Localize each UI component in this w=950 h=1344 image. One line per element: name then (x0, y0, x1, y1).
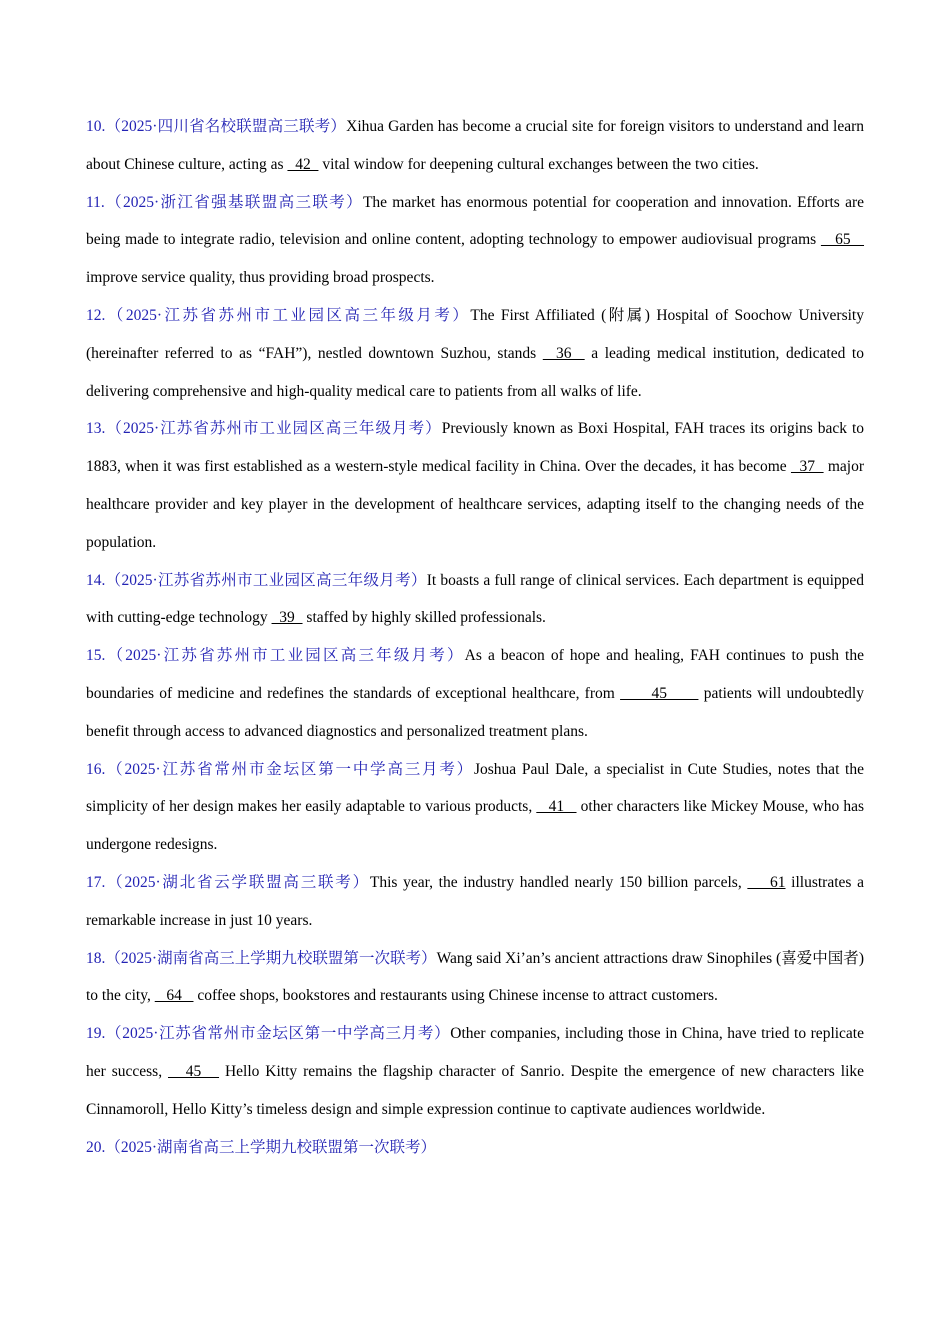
question-source: 11.（2025·浙江省强基联盟高三联考） (86, 193, 363, 211)
question-20 (86, 1129, 864, 1167)
question-13 (86, 410, 864, 561)
question-source: 20.（2025·湖南省高三上学期九校联盟第一次联考） (86, 1138, 437, 1156)
question-text-after: other characters like Mickey Mouse, who has undergone redesigns. (86, 798, 864, 854)
question-text-after: coffee shops, bookstores and restaurants using Chinese incense to attract customers. (193, 987, 718, 1005)
question-text-before: It boasts a full range of clinical services. Each department is equipped with cutting-edge technology (86, 571, 865, 627)
question-text-before: As a beacon of hope and healing, FAH continues to push the boundaries of medicine and redefines the standards of exceptional healthcare, from (86, 647, 864, 702)
question-text-before: Other companies, including those in China, have tried to replicate her success, (86, 1025, 864, 1080)
question-10 (86, 108, 864, 184)
question-11 (86, 184, 864, 297)
question-text-after: improve service quality, thus providing broad prospects. (86, 269, 435, 287)
question-16 (86, 751, 864, 864)
answer-blank: 39 (271, 609, 303, 627)
question-text-after: staffed by highly skilled professionals. (302, 609, 546, 627)
question-source: 14.（2025·江苏省苏州市工业园区高三年级月考） (86, 571, 427, 589)
question-source: 15.（2025·江苏省苏州市工业园区高三年级月考） (86, 647, 465, 665)
question-text-before: The market has enormous potential for cooperation and innovation. Efforts are being made to integrate radio, television and online content, adopting technology to empower audiovisual programs (86, 193, 864, 249)
question-15 (86, 637, 864, 750)
question-source: 17.（2025·湖北省云学联盟高三联考） (86, 873, 370, 891)
question-text-before: This year, the industry handled nearly 150 billion parcels, (369, 873, 748, 891)
answer-blank: 37 (790, 458, 824, 476)
answer-blank: 64 (154, 987, 194, 1005)
question-text-after: vital window for deepening cultural exchanges between the two cities. (318, 155, 759, 173)
question-text-after: illustrates a remarkable increase in just 10 years. (86, 873, 864, 929)
answer-blank: 41 (536, 798, 577, 816)
question-source: 18.（2025·湖南省高三上学期九校联盟第一次联考） (86, 949, 437, 967)
question-text-after: Hello Kitty remains the flagship character of Sanrio. Despite the emergence of new characters like Cinnamoroll, Hello Kitty’s timeless design and simple expression continue to captivate audiences worldwide. (86, 1062, 865, 1118)
question-source: 19.（2025·江苏省常州市金坛区第一中学高三月考） (86, 1025, 451, 1043)
question-17 (86, 864, 864, 940)
answer-blank: 45 (620, 684, 699, 702)
question-text-after: a leading medical institution, dedicated to delivering comprehensive and high-quality medical care to patients from all walks of life. (86, 344, 864, 400)
question-text-before: The First Affiliated (附属) Hospital of Soochow University (hereinafter referred to as “FAH”), nestled downtown Suzhou, stands (86, 306, 864, 362)
answer-blank: 61 (747, 873, 786, 891)
question-19 (86, 1015, 864, 1128)
document-page (86, 108, 864, 1166)
question-14 (86, 562, 864, 638)
answer-blank: 36 (542, 344, 585, 362)
question-source: 16.（2025·江苏省常州市金坛区第一中学高三月考） (86, 760, 474, 778)
question-text-after: patients will undoubtedly benefit through access to advanced diagnostics and personalized treatment plans. (86, 684, 864, 740)
question-text-after: major healthcare provider and key player in the development of healthcare services, adapting itself to the changing needs of the population. (86, 458, 865, 551)
question-12 (86, 297, 864, 410)
question-source: 12.（2025·江苏省苏州市工业园区高三年级月考） (86, 306, 471, 324)
question-text-before: Xihua Garden has become a crucial site for foreign visitors to understand and learn about Chinese culture, acting as (86, 118, 864, 173)
answer-blank: 42 (287, 155, 319, 173)
answer-blank: 65 (820, 231, 865, 249)
question-source: 10.（2025·四川省名校联盟高三联考） (86, 118, 347, 135)
answer-blank: 45 (168, 1062, 220, 1080)
question-text-before: Previously known as Boxi Hospital, FAH traces its origins back to 1883, when it was first established as a western-style medical facility in China. Over the decades, it has become (86, 420, 865, 476)
question-18 (86, 940, 864, 1016)
question-text-before: Joshua Paul Dale, a specialist in Cute Studies, notes that the simplicity of her design makes her easily adaptable to various products, (86, 760, 864, 816)
question-text-before: Wang said Xi’an’s ancient attractions draw Sinophiles (喜爱中国者) to the city, (86, 949, 864, 1005)
question-source: 13.（2025·江苏省苏州市工业园区高三年级月考） (86, 420, 442, 438)
